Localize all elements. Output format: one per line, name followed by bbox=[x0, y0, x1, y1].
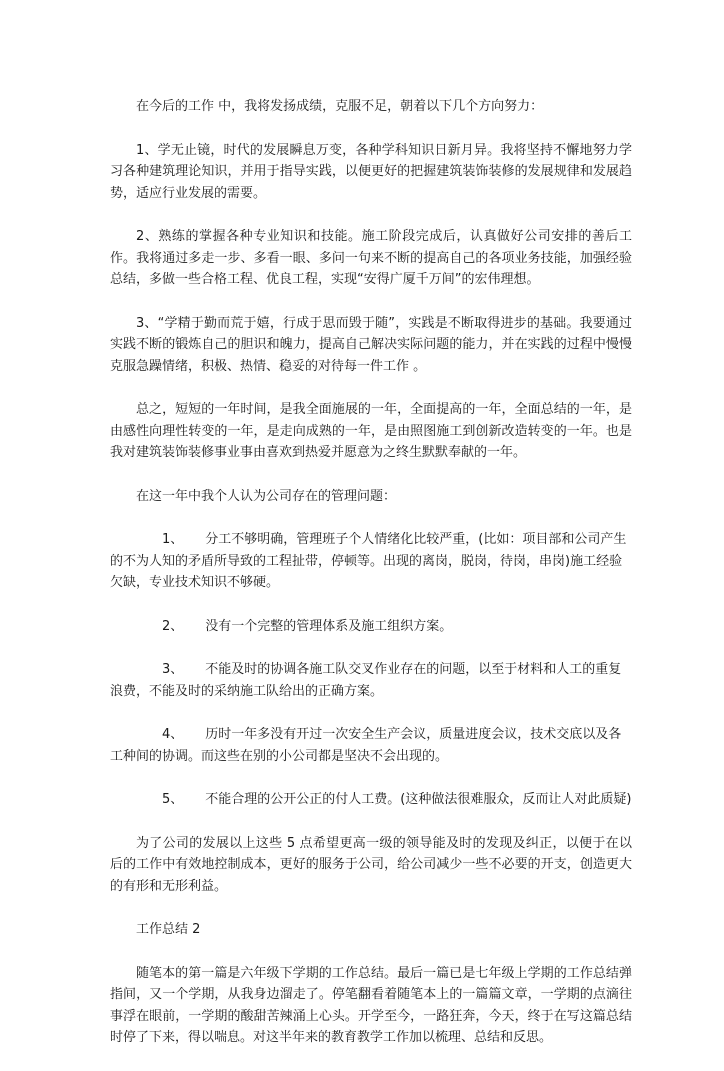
problem-item-2 bbox=[110, 616, 632, 638]
problem-item-5 bbox=[110, 789, 632, 811]
problem-item-1 bbox=[110, 529, 632, 594]
closing-paragraph: 为了公司的发展以上这些 5 点希望更高一级的领导能及时的发现及纠正，以便于在以后的工作中有效地控制成本，更好的服务于公司，给公司减少一些不必要的开支，创造更大的有形和无形利益。 bbox=[110, 835, 632, 894]
problem-text: 没有一个完整的管理体系及施工组织方案。 bbox=[205, 618, 453, 634]
problem-text: 分工不够明确，管理班子个人情绪化比较严重，(比如：项目部和公司产生的不为人知的矛盾所导致的工程扯带，停顿等。出现的离岗，脱岗，待岗，串岗)施工经验欠缺，专业技术知识不够硬。 bbox=[110, 532, 627, 590]
section-2-body: 随笔本的第一篇是六年级下学期的工作总结。最后一篇已是七年级上学期的工作总结弹指间，又一个学期，从我身边溜走了。停笔翻看着随笔本上的一篇篇文章，一学期的点滴往事浮在眼前，一学期的酸甜苦辣涌上心头。开学至今，一路狂奔，今天，终于在写这篇总结时停了下来，得以喘息。对这半年来的教育教学工作加以梳理、总结和反思。 bbox=[110, 965, 632, 1045]
problem-text: 不能及时的协调各施工队交叉作业存在的问题，以至于材料和人工的重复浪费，不能及时的采纳施工队给出的正确方案。 bbox=[110, 662, 622, 699]
problem-number: 5、 bbox=[162, 792, 184, 807]
problem-number: 3、 bbox=[162, 662, 184, 677]
problem-item-4 bbox=[110, 724, 632, 767]
intro-paragraph: 在今后的工作 中，我将发扬成绩，克服不足，朝着以下几个方向努力： bbox=[136, 99, 544, 114]
section-2-title: 工作总结 2 bbox=[136, 922, 201, 937]
problem-item-3 bbox=[110, 659, 632, 702]
goal-item-2: 2、熟练的掌握各种专业知识和技能。施工阶段完成后，认真做好公司安排的善后工作。我将通过多走一步、多看一眼、多问一句来不断的提高自己的各项业务技能，加强经验总结，多做一些合格工程、优良工程，实现“安得广厦千万间”的宏伟理想。 bbox=[110, 229, 632, 287]
problem-number: 4、 bbox=[162, 727, 184, 742]
goal-item-1: 1、学无止镜，时代的发展瞬息万变，各种学科知识日新月异。我将坚持不懈地努力学习各种建筑理论知识，并用于指导实践，以便更好的把握建筑装饰装修的发展规律和发展趋势，适应行业发展的需要。 bbox=[110, 142, 632, 201]
goal-item-3: 3、“学精于勤而荒于嬉，行成于思而毁于随”，实践是不断取得进步的基础。我要通过实践不断的锻炼自己的胆识和魄力，提高自己解决实际问题的能力，并在实践的过程中慢慢克服急躁情绪，积极、热情、稳妥的对待每一件工作 。 bbox=[110, 315, 632, 374]
problem-text: 不能合理的公开公正的付人工费。(这种做法很难服众，反而让人对此质疑) bbox=[205, 792, 632, 807]
document-page bbox=[110, 96, 632, 1071]
summary-paragraph: 总之，短短的一年时间，是我全面施展的一年，全面提高的一年，全面总结的一年，是由感性向理性转变的一年，是走向成熟的一年，是由照图施工到创新改造转变的一年。也是我对建筑装饰装修事业事由喜欢到热爱并愿意为之终生默默奉献的一年。 bbox=[110, 402, 632, 460]
problem-number: 2、 bbox=[162, 618, 184, 634]
problems-heading: 在这一年中我个人认为公司存在的管理问题： bbox=[136, 488, 397, 504]
problem-number: 1、 bbox=[162, 532, 184, 547]
problem-text: 历时一年多没有开过一次安全生产会议，质量进度会议，技术交底以及各工种间的协调。而这些在别的小公司都是坚决不会出现的。 bbox=[110, 727, 622, 764]
